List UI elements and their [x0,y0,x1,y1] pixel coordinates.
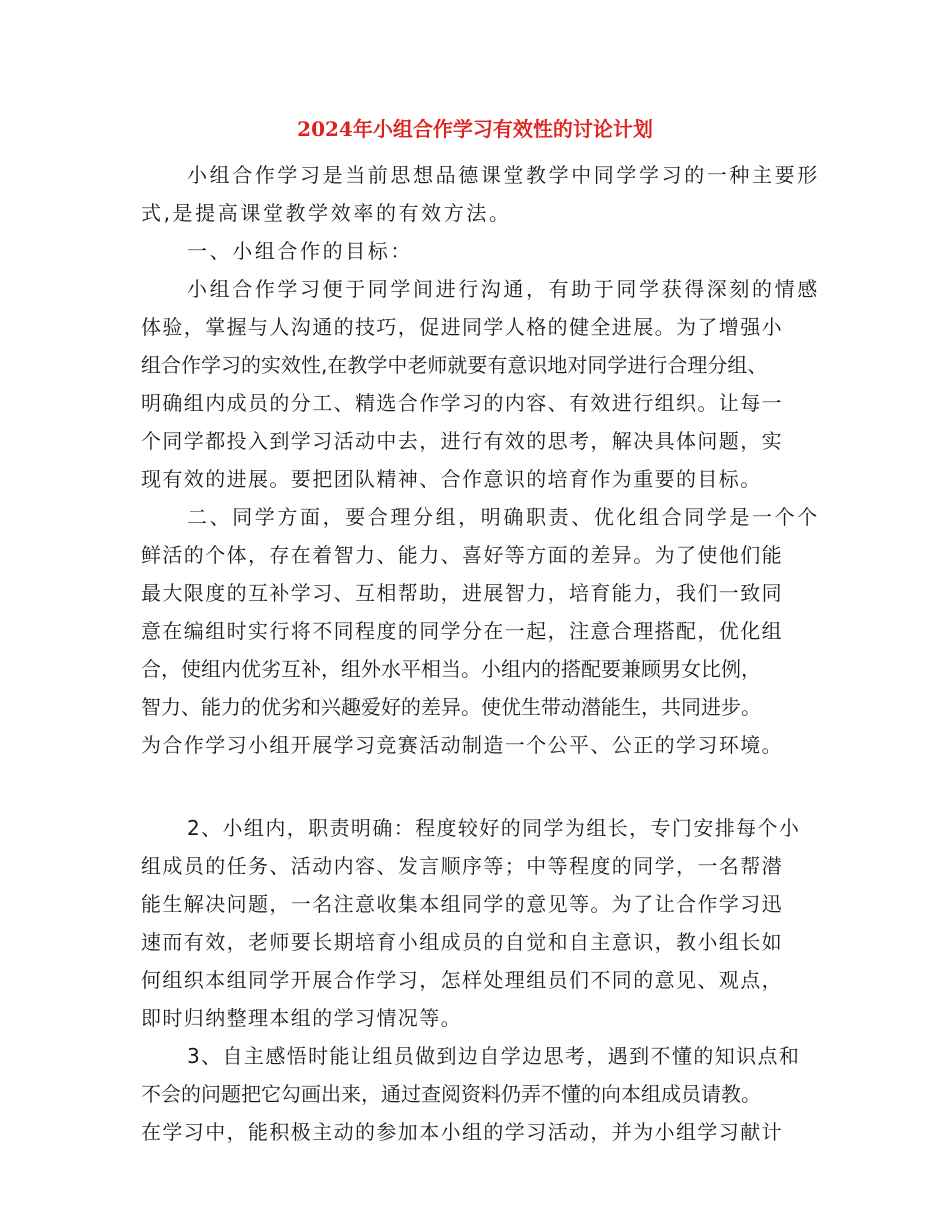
document-title: 2024年小组合作学习有效性的讨论计划 [297,117,653,141]
paragraph-line: 现有效的进展。要把团队精神、合作意识的培育作为重要的目标。 [141,467,762,491]
paragraph-line: 不会的问题把它勾画出来，通过查阅资料仍弄不懂的向本组成员请教。 [141,1082,761,1106]
paragraph-line: 为合作学习小组开展学习竞赛活动制造一个公平、公正的学习环境。 [141,733,783,757]
paragraph-line: 二、同学方面，要合理分组，明确职责、优化组合同学是一个个 [187,505,820,529]
paragraph-line: 在学习中，能积极主动的参加本小组的学习活动，并为小组学习献计 [141,1120,783,1144]
paragraph-line: 即时归纳整理本组的学习情况等。 [141,1006,462,1030]
paragraph-line: 何组织本组同学开展合作学习，怎样处理组员们不同的意见、观点， [141,968,783,992]
paragraph-line: 鲜活的个体，存在着智力、能力、喜好等方面的差异。为了使他们能 [141,543,783,567]
paragraph-line: 3、自主感悟时能让组员做到边自学边思考，遇到不懂的知识点和 [187,1044,801,1068]
paragraph-line: 明确组内成员的分工、精选合作学习的内容、有效进行组织。让每一 [141,391,783,415]
paragraph-line: 速而有效，老师要长期培育小组成员的自觉和自主意识，教小组长如 [141,930,783,954]
paragraph-line: 合，使组内优劣互补，组外水平相当。小组内的搭配要兼顾男女比例， [141,657,761,681]
paragraph-line: 组成员的任务、活动内容、发言顺序等；中等程度的同学，一名帮潜 [141,854,783,878]
paragraph-line: 最大限度的互补学习、互相帮助，进展智力，培育能力，我们一致同 [141,581,783,605]
paragraph-line: 2、小组内，职责明确：程度较好的同学为组长，专门安排每个小 [187,816,801,840]
paragraph-line: 小组合作学习便于同学间进行沟通，有助于同学获得深刻的情感 [187,277,820,301]
paragraph-line: 小组合作学习是当前思想品德课堂教学中同学学习的一种主要形 [187,163,820,187]
paragraph-line: 式,是提高课堂教学效率的有效方法。 [141,201,512,225]
paragraph-line: 意在编组时实行将不同程度的同学分在一起，注意合理搭配，优化组 [141,619,783,643]
paragraph-line: 体验，掌握与人沟通的技巧，促进同学人格的健全进展。为了增强小 [141,315,783,339]
paragraph-line: 组合作学习的实效性,在教学中老师就要有意识地对同学进行合理分组、 [141,353,768,377]
section-heading: 一、小组合作的目标： [187,239,413,263]
paragraph-line: 能生解决问题，一名注意收集本组同学的意见等。为了让合作学习迅 [141,892,783,916]
paragraph-line: 智力、能力的优劣和兴趣爱好的差异。使优生带动潜能生，共同进步。 [141,695,761,719]
paragraph-line: 个同学都投入到学习活动中去，进行有效的思考，解决具体问题，实 [141,429,783,453]
